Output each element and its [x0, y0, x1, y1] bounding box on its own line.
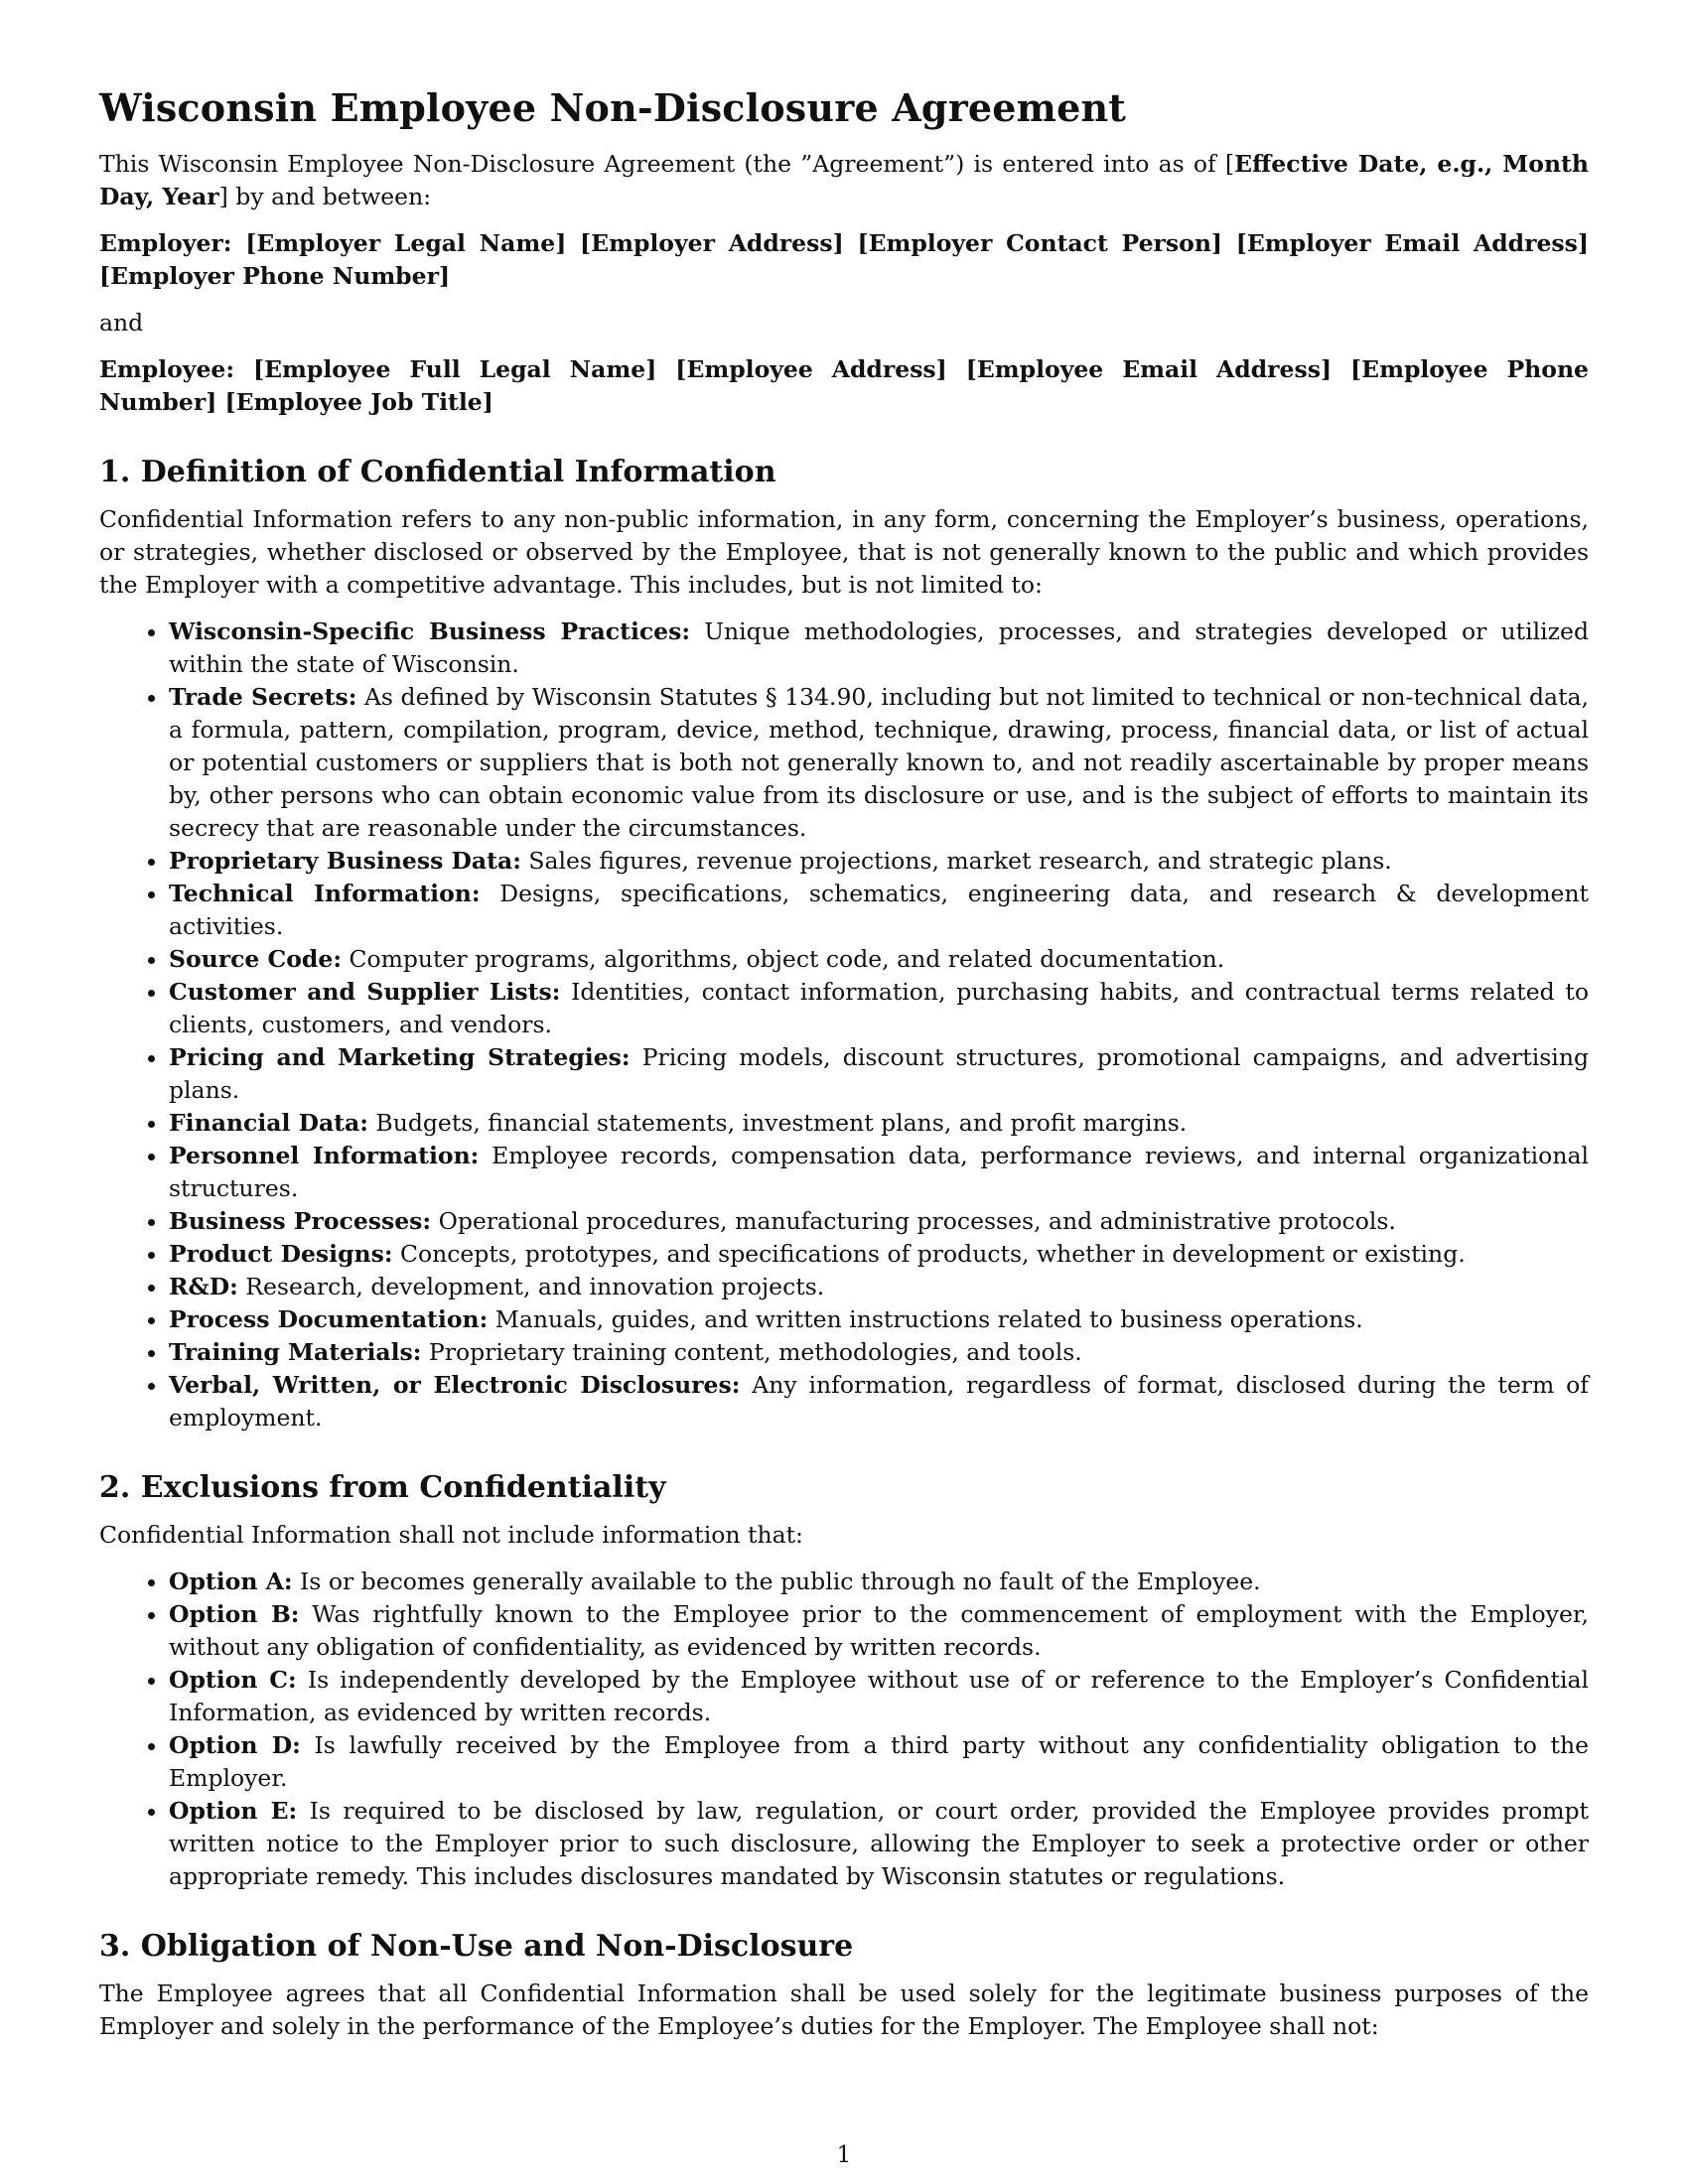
effective-date-placeholder: Effective Date, e.g., Month Day, Year	[99, 150, 1589, 210]
employee-field: [Employee Address]	[656, 355, 947, 383]
intro-paragraph	[99, 148, 1589, 213]
section-1-list	[99, 615, 1589, 1434]
list-item: • Verbal, Written, or Electronic Disclosures: Any information, regardless of format, disclosed during the term of employment.	[169, 1369, 1589, 1434]
document-title: Wisconsin Employee Non-Disclosure Agreement	[99, 85, 1127, 130]
list-item: • Option D: Is lawfully received by the Employee from a third party without any confidentiality obligation to the Employer.	[169, 1729, 1589, 1795]
list-item: • Product Designs: Concepts, prototypes, and specifications of products, whether in development or existing.	[169, 1238, 1589, 1271]
employee-field: [Employee Email Address]	[946, 355, 1333, 383]
intro-text: This Wisconsin Employee Non-Disclosure Agreement (the ”Agreement”) is entered into as of [	[99, 150, 1235, 178]
employee-field: [Employee Full Legal Name]	[234, 355, 657, 383]
employer-field: [Employer Phone Number]	[99, 262, 451, 290]
list-item: • Option E: Is required to be disclosed by law, regulation, or court order, provided the Employee provides prompt written notice to the Employer prior to such disclosure, allowing the Employer to seek a protective order or other appropriate remedy. This includes disclosures mandated by Wisconsin statutes or regulations.	[169, 1795, 1589, 1893]
employer-field: [Employer Contact Person]	[843, 229, 1223, 257]
section-3-paragraph: The Employee agrees that all Confidential Information shall be used solely for the legitimate business purposes of the Employer and solely in the performance of the Employee’s duties for the Employer. The Employee shall not:	[99, 1979, 1589, 2040]
list-item: • Option B: Was rightfully known to the Employee prior to the commencement of employment with the Employer, without any obligation of confidentiality, as evidenced by written records.	[169, 1598, 1589, 1664]
employee-field: [Employee Job Title]	[216, 388, 493, 416]
employee-field: [Employee Phone Number]	[99, 355, 1589, 416]
section-1-paragraph: Confidential Information refers to any non-public information, in any form, concerning the Employer’s business, operations, or strategies, whether disclosed or observed by the Employee, that is not generally known to the public and which provides the Employer with a competitive advantage. This includes, but is not limited to:	[99, 505, 1589, 599]
list-item: • Financial Data: Budgets, financial statements, investment plans, and profit margins.	[169, 1107, 1589, 1140]
section-2-paragraph: Confidential Information shall not include information that:	[99, 1521, 803, 1549]
section-3-heading: 3. Obligation of Non-Use and Non-Disclosure	[99, 1929, 854, 1964]
employer-field: [Employer Legal Name]	[231, 229, 567, 257]
list-item: • Proprietary Business Data: Sales figures, revenue projections, market research, and strategic plans.	[169, 845, 1589, 878]
list-item: • Personnel Information: Employee records, compensation data, performance reviews, and internal organizational structures.	[169, 1140, 1589, 1205]
list-item: • Option C: Is independently developed by the Employee without use of or reference to the Employer’s Confidential Information, as evidenced by written records.	[169, 1664, 1589, 1729]
list-item: • Business Processes: Operational procedures, manufacturing processes, and administrative protocols.	[169, 1205, 1589, 1238]
list-item: • Training Materials: Proprietary training content, methodologies, and tools.	[169, 1336, 1589, 1369]
list-item: • Option A: Is or becomes generally available to the public through no fault of the Employee.	[169, 1566, 1589, 1598]
and-text: and	[99, 309, 144, 337]
section-2-list	[99, 1566, 1589, 1893]
list-item: • Technical Information: Designs, specifications, schematics, engineering data, and research & development activities.	[169, 878, 1589, 943]
list-item: • R&D: Research, development, and innovation projects.	[169, 1271, 1589, 1303]
list-item: • Wisconsin-Specific Business Practices: Unique methodologies, processes, and strategies developed or utilized within the state of Wisconsin.	[169, 615, 1589, 681]
list-item: • Trade Secrets: As defined by Wisconsin Statutes § 134.90, including but not limited to technical or non-technical data, a formula, pattern, compilation, program, device, method, technique, drawing, process, financial data, or list of actual or potential customers or suppliers that is both not generally known to, and not readily ascertainable by proper means by, other persons who can obtain economic value from its disclosure or use, and is the subject of efforts to maintain its secrecy that are reasonable under the circumstances.	[169, 681, 1589, 845]
employer-label: Employer:	[99, 229, 232, 257]
employer-block	[99, 227, 1589, 293]
employee-label: Employee:	[99, 355, 235, 383]
list-item: • Process Documentation: Manuals, guides, and written instructions related to business operations.	[169, 1303, 1589, 1336]
employee-block	[99, 353, 1589, 419]
employer-field: [Employer Address]	[566, 229, 844, 257]
section-2-heading: 2. Exclusions from Confidentiality	[99, 1470, 666, 1505]
employer-field: [Employer Email Address]	[1222, 229, 1590, 257]
section-1-heading: 1. Definition of Confidential Information	[99, 455, 776, 489]
intro-text-end: ] by and between:	[218, 183, 432, 210]
page-number: 1	[836, 2142, 852, 2168]
list-item: • Pricing and Marketing Strategies: Pricing models, discount structures, promotional campaigns, and advertising plans.	[169, 1041, 1589, 1107]
list-item: • Customer and Supplier Lists: Identities, contact information, purchasing habits, and contractual terms related to clients, customers, and vendors.	[169, 976, 1589, 1041]
list-item: • Source Code: Computer programs, algorithms, object code, and related documentation.	[169, 943, 1589, 976]
